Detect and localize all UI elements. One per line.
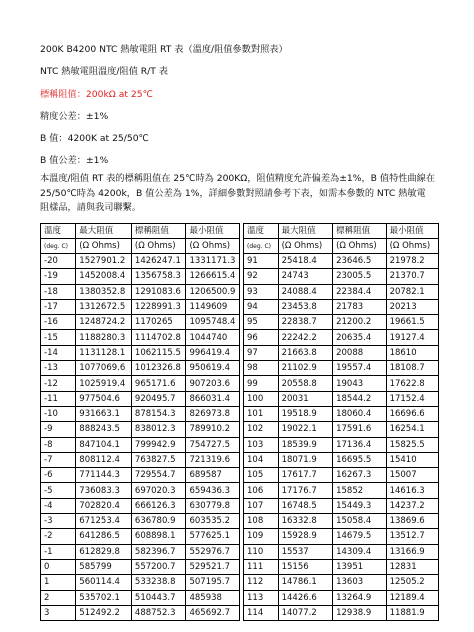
accuracy-tolerance: 精度公差：±1% (40, 111, 109, 122)
max-resistance-cell: 808112.4 (76, 452, 132, 467)
temp-cell: -4 (41, 498, 76, 513)
header-nom: 標稱阻值 (131, 224, 186, 239)
table-row (41, 529, 240, 544)
max-resistance-cell: 17176.7 (278, 483, 333, 498)
min-resistance-cell: 754727.5 (186, 437, 240, 452)
max-resistance-cell: 931663.1 (76, 406, 132, 421)
nominal-resistance-cell: 729554.7 (131, 468, 186, 483)
min-resistance-cell: 485938 (186, 590, 240, 605)
min-resistance-cell: 17622.8 (386, 376, 438, 391)
temp-cell: -2 (41, 529, 76, 544)
max-resistance-cell: 22838.7 (278, 315, 333, 330)
min-resistance-cell: 529521.7 (186, 559, 240, 574)
max-resistance-cell: 21663.8 (278, 345, 333, 360)
min-resistance-cell: 1095748.4 (186, 315, 240, 330)
nominal-resistance-cell: 1228991.3 (131, 299, 186, 314)
nominal-resistance-cell: 636780.9 (131, 514, 186, 529)
temp-cell: 91 (244, 254, 279, 269)
max-resistance-cell: 888243.5 (76, 422, 132, 437)
max-resistance-cell: 15928.9 (278, 529, 333, 544)
header-max-unit: (Ω Ohms) (278, 239, 333, 254)
nominal-resistance-cell: 19557.4 (333, 361, 386, 376)
rt-table-right (243, 223, 439, 621)
max-resistance-cell: 16332.8 (278, 514, 333, 529)
min-resistance-cell: 18108.7 (386, 361, 438, 376)
nominal-resistance-cell: 920495.7 (131, 391, 186, 406)
table-row (244, 361, 439, 376)
nominal-resistance-cell: 1170265 (131, 315, 186, 330)
temp-cell: -3 (41, 514, 76, 529)
temp-cell: -13 (41, 361, 76, 376)
max-resistance-cell: 17617.7 (278, 468, 333, 483)
min-resistance-cell: 15825.5 (386, 437, 438, 452)
temp-cell: 111 (244, 559, 279, 574)
min-resistance-cell: 16254.1 (386, 422, 438, 437)
max-resistance-cell: 1312672.5 (76, 299, 132, 314)
min-resistance-cell: 659436.3 (186, 483, 240, 498)
description-paragraph (40, 172, 438, 216)
nominal-resistance-cell: 21783 (333, 299, 386, 314)
table-row (41, 483, 240, 498)
nominal-resistance-cell: 582396.7 (131, 544, 186, 559)
table-row (244, 452, 439, 467)
table-row (244, 468, 439, 483)
nominal-resistance-cell: 1114702.8 (131, 330, 186, 345)
temp-cell: -9 (41, 422, 76, 437)
nominal-resistance-cell: 533238.8 (131, 575, 186, 590)
table-row (41, 254, 240, 269)
temp-cell: 114 (244, 605, 279, 620)
table-row (244, 269, 439, 284)
min-resistance-cell: 507195.7 (186, 575, 240, 590)
header-row (41, 224, 240, 239)
min-resistance-cell: 19127.4 (386, 330, 438, 345)
rt-table-left (40, 223, 240, 621)
min-resistance-cell: 789910.2 (186, 422, 240, 437)
min-resistance-cell: 603535.2 (186, 514, 240, 529)
max-resistance-cell: 771144.3 (76, 468, 132, 483)
description-line: 阻樣品，請與我司聯繫。 (40, 202, 142, 213)
min-resistance-cell: 12831 (386, 559, 438, 574)
table-row (244, 544, 439, 559)
header-nom: 標稱阻值 (333, 224, 386, 239)
table-subtitle: NTC 熱敏電阻溫度/阻值 R/T 表 (40, 66, 168, 77)
max-resistance-cell: 512492.2 (76, 605, 132, 620)
max-resistance-cell: 1131128.1 (76, 345, 132, 360)
nominal-resistance-cell: 16695.5 (333, 452, 386, 467)
max-resistance-cell: 16748.5 (278, 498, 333, 513)
table-row (41, 590, 240, 605)
max-resistance-cell: 24743 (278, 269, 333, 284)
nominal-resistance-cell: 965171.6 (131, 376, 186, 391)
min-resistance-cell: 14616.3 (386, 483, 438, 498)
table-row (244, 498, 439, 513)
nominal-resistance: 標稱阻值：200kΩ at 25℃ (40, 89, 153, 100)
header-min-unit: (Ω Ohms) (386, 239, 438, 254)
temp-cell: 106 (244, 483, 279, 498)
min-resistance-cell: 13512.7 (386, 529, 438, 544)
table-row (244, 483, 439, 498)
min-resistance-cell: 552976.7 (186, 544, 240, 559)
table-row (244, 559, 439, 574)
temp-cell: 0 (41, 559, 76, 574)
min-resistance-cell: 19661.5 (386, 315, 438, 330)
description-line: 本溫度/阻值 RT 表的標稱阻值在 25℃時為 200KΩ，阻值精度允許偏差為±1%，B 值特性曲線在 (40, 173, 436, 184)
temp-cell: -20 (41, 254, 76, 269)
min-resistance-cell: 689587 (186, 468, 240, 483)
min-resistance-cell: 826973.8 (186, 406, 240, 421)
min-resistance-cell: 20213 (386, 299, 438, 314)
min-resistance-cell: 950619.4 (186, 361, 240, 376)
document-title: 200K B4200 NTC 熱敏電阻 RT 表（溫度/阻值參數對照表） (40, 44, 288, 55)
max-resistance-cell: 14786.1 (278, 575, 333, 590)
nominal-resistance-cell: 13603 (333, 575, 386, 590)
table-row (41, 345, 240, 360)
table-row (244, 345, 439, 360)
max-resistance-cell: 20558.8 (278, 376, 333, 391)
temp-cell: -10 (41, 406, 76, 421)
table-row (41, 514, 240, 529)
temp-cell: 108 (244, 514, 279, 529)
temp-cell: 3 (41, 605, 76, 620)
temp-cell: 98 (244, 361, 279, 376)
header-temp: 溫度 (244, 224, 279, 239)
nominal-resistance-cell: 15058.4 (333, 514, 386, 529)
description-line: 25/50℃時為 4200k，B 值公差為 1%，詳細參數對照請參考下表，如需本參數的 NTC 熱敏電 (40, 187, 426, 199)
table-row (244, 529, 439, 544)
nominal-resistance-cell: 878154.3 (131, 406, 186, 421)
min-resistance-cell: 21978.2 (386, 254, 438, 269)
nominal-resistance-cell: 14309.4 (333, 544, 386, 559)
min-resistance-cell: 721319.6 (186, 452, 240, 467)
min-resistance-cell: 12189.4 (386, 590, 438, 605)
min-resistance-cell: 17152.4 (386, 391, 438, 406)
table-row (41, 498, 240, 513)
nominal-resistance-cell: 697020.3 (131, 483, 186, 498)
temp-cell: 96 (244, 330, 279, 345)
min-resistance-cell: 14237.2 (386, 498, 438, 513)
min-resistance-cell: 12505.2 (386, 575, 438, 590)
temp-cell: 107 (244, 498, 279, 513)
table-row (41, 269, 240, 284)
min-resistance-cell: 13166.9 (386, 544, 438, 559)
header-max: 最大阻值 (76, 224, 132, 239)
table-row (244, 422, 439, 437)
min-resistance-cell: 1331171.3 (186, 254, 240, 269)
temp-cell: 94 (244, 299, 279, 314)
nominal-resistance-cell: 1012326.8 (131, 361, 186, 376)
max-resistance-cell: 15537 (278, 544, 333, 559)
nominal-resistance-cell: 18060.4 (333, 406, 386, 421)
temp-cell: -18 (41, 284, 76, 299)
max-resistance-cell: 585799 (76, 559, 132, 574)
nominal-resistance-cell: 763827.5 (131, 452, 186, 467)
min-resistance-cell: 1206500.9 (186, 284, 240, 299)
min-resistance-cell: 907203.6 (186, 376, 240, 391)
max-resistance-cell: 1527901.2 (76, 254, 132, 269)
temp-cell: 103 (244, 437, 279, 452)
nominal-resistance-cell: 17136.4 (333, 437, 386, 452)
max-resistance-cell: 1025919.4 (76, 376, 132, 391)
min-resistance-cell: 996419.4 (186, 345, 240, 360)
table-row (41, 575, 240, 590)
header-min: 最小阻值 (386, 224, 438, 239)
temp-cell: -1 (41, 544, 76, 559)
max-resistance-cell: 14077.2 (278, 605, 333, 620)
table-row (244, 376, 439, 391)
nominal-resistance-cell: 666126.3 (131, 498, 186, 513)
header-unit-row (244, 239, 439, 254)
min-resistance-cell: 1044740 (186, 330, 240, 345)
header-max: 最大阻值 (278, 224, 333, 239)
header-nom-unit: (Ω Ohms) (333, 239, 386, 254)
table-row (41, 452, 240, 467)
nominal-resistance-cell: 23005.5 (333, 269, 386, 284)
table-row (41, 406, 240, 421)
temp-cell: -16 (41, 315, 76, 330)
table-row (244, 299, 439, 314)
nominal-resistance-cell: 17591.6 (333, 422, 386, 437)
nominal-resistance-cell: 20088 (333, 345, 386, 360)
nominal-resistance-cell: 557200.7 (131, 559, 186, 574)
max-resistance-cell: 19518.9 (278, 406, 333, 421)
nominal-resistance-cell: 799942.9 (131, 437, 186, 452)
nominal-resistance-cell: 1426247.1 (131, 254, 186, 269)
temp-cell: 99 (244, 376, 279, 391)
min-resistance-cell: 577625.1 (186, 529, 240, 544)
max-resistance-cell: 18071.9 (278, 452, 333, 467)
nominal-resistance-cell: 15852 (333, 483, 386, 498)
temp-cell: 97 (244, 345, 279, 360)
table-row (41, 605, 240, 620)
min-resistance-cell: 15007 (386, 468, 438, 483)
temp-cell: 92 (244, 269, 279, 284)
temp-cell: 100 (244, 391, 279, 406)
nominal-resistance-cell: 1291083.6 (131, 284, 186, 299)
max-resistance-cell: 15156 (278, 559, 333, 574)
max-resistance-cell: 847104.1 (76, 437, 132, 452)
table-row (244, 315, 439, 330)
table-row (41, 361, 240, 376)
temp-cell: 95 (244, 315, 279, 330)
temp-cell: -7 (41, 452, 76, 467)
nominal-resistance-cell: 488752.3 (131, 605, 186, 620)
temp-cell: -12 (41, 376, 76, 391)
temp-cell: 102 (244, 422, 279, 437)
temp-cell: -8 (41, 437, 76, 452)
table-row (41, 315, 240, 330)
max-resistance-cell: 671253.4 (76, 514, 132, 529)
b-value: B 值：4200K at 25/50℃ (40, 133, 149, 144)
nominal-resistance-cell: 510443.7 (131, 590, 186, 605)
min-resistance-cell: 20782.1 (386, 284, 438, 299)
max-resistance-cell: 612829.8 (76, 544, 132, 559)
table-row (41, 299, 240, 314)
header-max-unit: (Ω Ohms) (76, 239, 132, 254)
table-row (41, 468, 240, 483)
max-resistance-cell: 23453.8 (278, 299, 333, 314)
max-resistance-cell: 1452008.4 (76, 269, 132, 284)
table-row (41, 376, 240, 391)
temp-cell: 101 (244, 406, 279, 421)
table-row (41, 330, 240, 345)
temp-cell: 1 (41, 575, 76, 590)
max-resistance-cell: 20031 (278, 391, 333, 406)
temp-cell: -19 (41, 269, 76, 284)
temp-cell: -11 (41, 391, 76, 406)
max-resistance-cell: 24088.4 (278, 284, 333, 299)
max-resistance-cell: 560114.4 (76, 575, 132, 590)
nominal-resistance-cell: 13264.9 (333, 590, 386, 605)
min-resistance-cell: 1266615.4 (186, 269, 240, 284)
table-row (244, 391, 439, 406)
table-row (41, 422, 240, 437)
table-row (244, 330, 439, 345)
min-resistance-cell: 465692.7 (186, 605, 240, 620)
temp-cell: 93 (244, 284, 279, 299)
max-resistance-cell: 1188280.3 (76, 330, 132, 345)
nominal-resistance-cell: 19043 (333, 376, 386, 391)
min-resistance-cell: 630779.8 (186, 498, 240, 513)
b-value-tolerance: B 值公差：±1% (40, 155, 109, 166)
table-row (244, 406, 439, 421)
nominal-resistance-cell: 12938.9 (333, 605, 386, 620)
nominal-resistance-cell: 1062115.5 (131, 345, 186, 360)
nominal-resistance-cell: 18544.2 (333, 391, 386, 406)
table-row (244, 437, 439, 452)
temp-cell: 104 (244, 452, 279, 467)
table-row (244, 514, 439, 529)
nominal-resistance-cell: 15449.3 (333, 498, 386, 513)
max-resistance-cell: 14426.6 (278, 590, 333, 605)
nominal-resistance-cell: 14679.5 (333, 529, 386, 544)
temp-cell: 113 (244, 590, 279, 605)
header-temp: 溫度 (41, 224, 76, 239)
header-row (244, 224, 439, 239)
max-resistance-cell: 1248724.2 (76, 315, 132, 330)
max-resistance-cell: 18539.9 (278, 437, 333, 452)
min-resistance-cell: 15410 (386, 452, 438, 467)
max-resistance-cell: 22242.2 (278, 330, 333, 345)
max-resistance-cell: 977504.6 (76, 391, 132, 406)
min-resistance-cell: 13869.6 (386, 514, 438, 529)
nominal-resistance-cell: 1356758.3 (131, 269, 186, 284)
temp-cell: -17 (41, 299, 76, 314)
temp-cell: -14 (41, 345, 76, 360)
temp-cell: -15 (41, 330, 76, 345)
temp-cell: 2 (41, 590, 76, 605)
temp-cell: 112 (244, 575, 279, 590)
table-row (244, 254, 439, 269)
max-resistance-cell: 1380352.8 (76, 284, 132, 299)
max-resistance-cell: 641286.5 (76, 529, 132, 544)
table-row (41, 559, 240, 574)
table-row (41, 437, 240, 452)
nominal-resistance-cell: 13951 (333, 559, 386, 574)
min-resistance-cell: 1149609 (186, 299, 240, 314)
header-min: 最小阻值 (186, 224, 240, 239)
temp-cell: 105 (244, 468, 279, 483)
nominal-resistance-cell: 608898.1 (131, 529, 186, 544)
nominal-resistance-cell: 838012.3 (131, 422, 186, 437)
min-resistance-cell: 18610 (386, 345, 438, 360)
max-resistance-cell: 736083.3 (76, 483, 132, 498)
max-resistance-cell: 25418.4 (278, 254, 333, 269)
header-nom-unit: (Ω Ohms) (131, 239, 186, 254)
temp-cell: -5 (41, 483, 76, 498)
table-row (41, 391, 240, 406)
max-resistance-cell: 1077069.6 (76, 361, 132, 376)
min-resistance-cell: 866031.4 (186, 391, 240, 406)
temp-cell: -6 (41, 468, 76, 483)
header-unit-row (41, 239, 240, 254)
header-temp-unit: (deg. C) (41, 239, 76, 254)
max-resistance-cell: 21102.9 (278, 361, 333, 376)
table-row (244, 605, 439, 620)
table-row (244, 284, 439, 299)
table-row (41, 544, 240, 559)
nominal-resistance-cell: 16267.3 (333, 468, 386, 483)
header-temp-unit: (deg. C) (244, 239, 279, 254)
max-resistance-cell: 702820.4 (76, 498, 132, 513)
table-row (41, 284, 240, 299)
nominal-resistance-cell: 23646.5 (333, 254, 386, 269)
temp-cell: 109 (244, 529, 279, 544)
min-resistance-cell: 21370.7 (386, 269, 438, 284)
min-resistance-cell: 16696.6 (386, 406, 438, 421)
nominal-resistance-cell: 22384.4 (333, 284, 386, 299)
table-row (244, 590, 439, 605)
table-row (244, 575, 439, 590)
min-resistance-cell: 11881.9 (386, 605, 438, 620)
nominal-resistance-cell: 21200.2 (333, 315, 386, 330)
max-resistance-cell: 535702.1 (76, 590, 132, 605)
temp-cell: 110 (244, 544, 279, 559)
max-resistance-cell: 19022.1 (278, 422, 333, 437)
nominal-resistance-cell: 20635.4 (333, 330, 386, 345)
header-min-unit: (Ω Ohms) (186, 239, 240, 254)
